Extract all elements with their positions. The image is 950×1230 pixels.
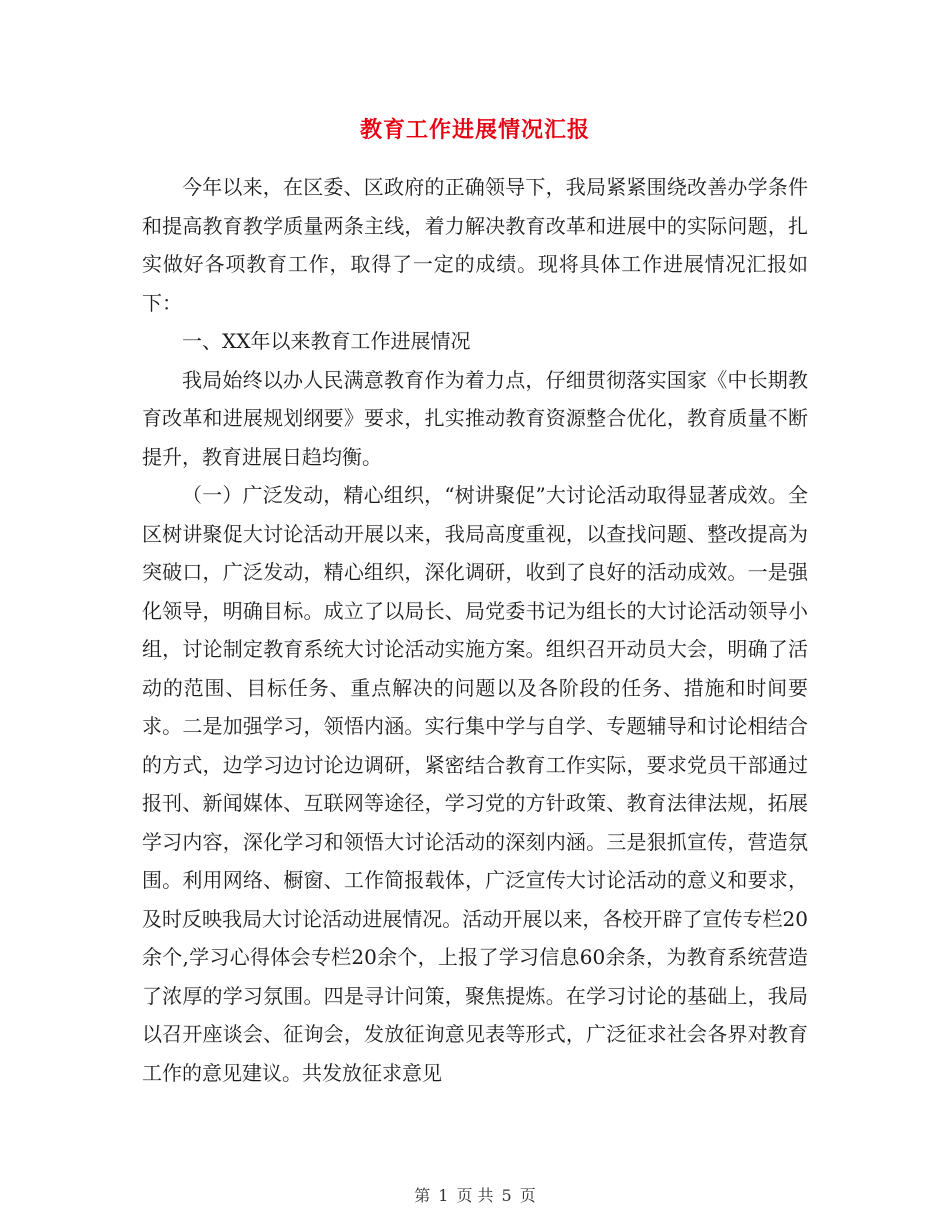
page-footer [0,1183,950,1206]
document-body [142,168,808,1092]
page-number-total: 5 [501,1186,512,1205]
document-title: 教育工作进展情况汇报 [359,117,590,143]
paragraph-subsection-1: （一）广泛发动，精心组织，“树讲聚促”大讨论活动取得显著成效。全区树讲聚促大讨论活动开展以来，我局高度重视，以查找问题、整改提高为突破口，广泛发动，精心组织，深化调研，收到了良好的活动成效。一是强化领导，明确目标。成立了以局长、局党委书记为组长的大讨论活动领导小组，讨论制定教育系统大讨论活动实施方案。组织召开动员大会，明确了活动的范围、目标任务、重点解决的问题以及各阶段的任务、措施和时间要求。二是加强学习，领悟内涵。实行集中学与自学、专题辅导和讨论相结合的方式，边学习边讨论边调研，紧密结合教育工作实际，要求党员干部通过报刊、新闻媒体、互联网等途径，学习党的方针政策、教育法律法规，拓展学习内容，深化学习和领悟大讨论活动的深刻内涵。三是狠抓宣传，营造氛围。利用网络、橱窗、工作简报载体，广泛宣传大讨论活动的意义和要求，及时反映我局大讨论活动进展情况。活动开展以来，各校开辟了宣传专栏20余个,学习心得体会专栏20余个，上报了学习信息60余条，为教育系统营造了浓厚的学习氛围。四是寻计问策，聚焦提炼。在学习讨论的基础上，我局以召开座谈会、征询会，发放征询意见表等形式，广泛征求社会各界对教育工作的意见建议。共发放征求意见 [142,483,808,1085]
footer-suffix: 页 [519,1186,536,1205]
section-heading: 一、XX年以来教育工作进展情况 [182,329,471,353]
page-number-current: 1 [438,1186,449,1205]
paragraph-intro: 今年以来，在区委、区政府的正确领导下，我局紧紧围绕改善办学条件和提高教育教学质量两条主线，着力解决教育改革和进展中的实际问题，扎实做好各项教育工作，取得了一定的成绩。现将具体工作进展情况汇报如下： [142,175,808,315]
footer-prefix: 第 [414,1186,431,1205]
footer-middle: 页 共 [456,1186,494,1205]
paragraph-overview: 我局始终以办人民满意教育作为着力点，仔细贯彻落实国家《中长期教育改革和进展规划纲要》要求，扎实推动教育资源整合优化，教育质量不断提升，教育进展日趋均衡。 [142,367,808,469]
